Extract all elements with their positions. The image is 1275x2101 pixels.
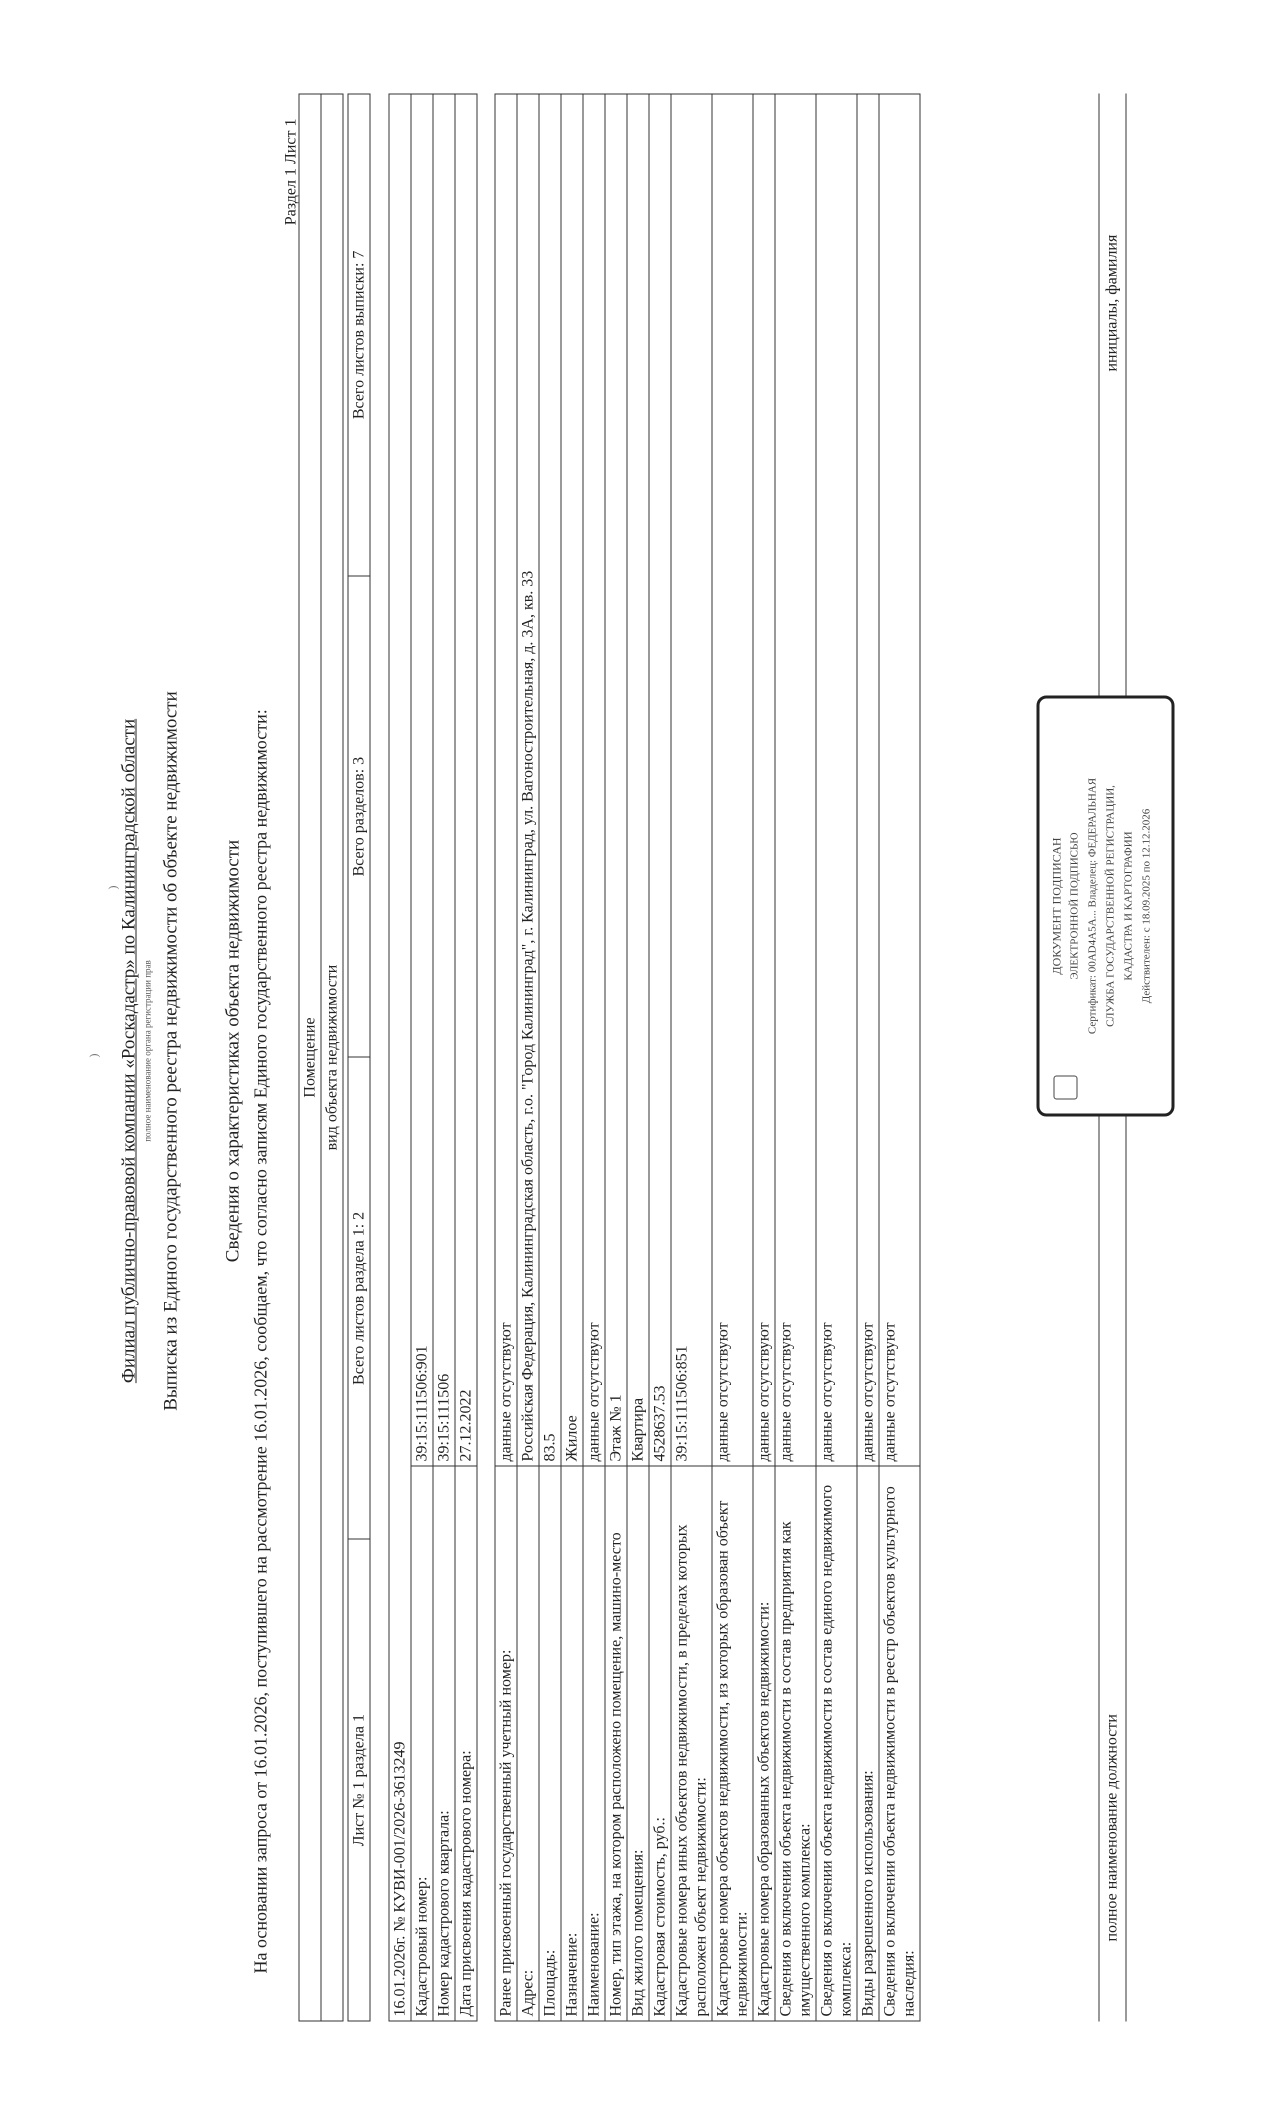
sheets-in-section: Всего листов раздела 1: 2 (348, 1057, 370, 1539)
scan-mark: ) (105, 885, 119, 889)
document-title: Выписка из Единого государственного реестра недвижимости об объекте недвижимости (160, 690, 181, 1411)
table-row (671, 94, 712, 2021)
row-label: Сведения о включении объекта недвижимости в состав предприятия как имущественного комплекса: (775, 1466, 816, 2021)
table-row (649, 94, 671, 2021)
row-value: данные отсутствуют (753, 94, 775, 1466)
row-label: Виды разрешенного использования: (857, 1466, 879, 2021)
row-value: данные отсутствуют (879, 94, 920, 1466)
electronic-signature-stamp (1036, 695, 1174, 1116)
row-value: 39:15:111506:851 (671, 94, 712, 1466)
row-value: 39:15:111506:901 (411, 94, 433, 1466)
row-value: данные отсутствуют (857, 94, 879, 1466)
request-basis: На основании запроса от 16.01.2026, поступившего на рассмотрение 16.01.2026, сообщаем, что согласно записям Единого государственного реестра недвижимости: (250, 708, 270, 1973)
row-value: Этаж № 1 (605, 94, 627, 1466)
sections-total: Всего разделов: 3 (348, 575, 370, 1057)
section-title: Сведения о характеристиках объекта недвижимости (222, 839, 243, 1262)
row-label: Кадастровые номера объектов недвижимости, из которых образован объект недвижимости: (712, 1466, 753, 2021)
table-row (857, 94, 879, 2021)
row-value: данные отсутствуют (495, 94, 517, 1466)
name-caption: инициалы, фамилия (1103, 234, 1120, 371)
table-row (712, 94, 753, 2021)
row-value: данные отсутствуют (816, 94, 857, 1466)
row-value: Российская Федерация, Калининградская область, г.о. "Город Калининград", г. Калининград, ул. Вагоностроительная, д. 3А, кв. 33 (517, 94, 539, 1466)
sheet-number: Лист № 1 раздела 1 (348, 1539, 370, 2021)
table-row (583, 94, 605, 2021)
object-type-caption: вид объекта недвижимости (321, 94, 343, 2021)
row-value: 39:15:111506 (433, 94, 455, 1466)
table-row (627, 94, 649, 2021)
object-type: Помещение (299, 94, 321, 2021)
row-value: Квартира (627, 94, 649, 1466)
identification-table (388, 93, 477, 2021)
stamp-line: ДОКУМЕНТ ПОДПИСАН (1049, 836, 1063, 975)
row-value: 83.5 (539, 94, 561, 1466)
row-label: Ранее присвоенный государственный учетный номер: (495, 1466, 517, 2021)
scan-mark: ) (86, 1053, 100, 1057)
stamp-line: ЭЛЕКТРОННОЙ ПОДПИСЬЮ (1068, 831, 1080, 980)
table-row (605, 94, 627, 2021)
row-label: Наименование: (583, 1466, 605, 2021)
row-label: Назначение: (561, 1466, 583, 2021)
row-value: данные отсутствуют (583, 94, 605, 1466)
row-label: Кадастровый номер: (411, 1466, 433, 2021)
table-row (561, 94, 583, 2021)
table-row (816, 94, 857, 2021)
row-value: данные отсутствуют (712, 94, 753, 1466)
table-row (775, 94, 816, 2021)
row-label: Номер, тип этажа, на котором расположено помещение, машино-место (605, 1466, 627, 2021)
row-label: Кадастровые номера образованных объектов недвижимости: (753, 1466, 775, 2021)
table-row (495, 94, 517, 2021)
org-name-caption: полное наименование органа регистрации прав (142, 959, 152, 1142)
position-caption: полное наименование должности (1103, 1713, 1120, 1941)
row-label: Сведения о включении объекта недвижимости в состав единого недвижимого комплекса: (816, 1466, 857, 2021)
table-row (433, 94, 455, 2021)
row-value: данные отсутствуют (775, 94, 816, 1466)
row-value: 4528637.53 (649, 94, 671, 1466)
stamp-line: Сертификат: 00AD4A5A... Владелец: ФЕДЕРАЛЬНАЯ (1086, 777, 1098, 1034)
table-row (517, 94, 539, 2021)
stamp-line: Действителен: с 18.09.2025 по 12.12.2026 (1140, 808, 1152, 1003)
section-sheet-label: Раздел 1 Лист 1 (282, 118, 299, 225)
table-row (539, 94, 561, 2021)
row-value: Жилое (561, 94, 583, 1466)
row-label: Адрес: (517, 1466, 539, 2021)
object-type-table (298, 93, 370, 2021)
row-label: Сведения о включении объекта недвижимости в реестр объектов культурного наследия: (879, 1466, 920, 2021)
table-spacer (343, 94, 348, 2021)
table-row (411, 94, 433, 2021)
table-row (879, 94, 920, 2021)
row-label: Площадь: (539, 1466, 561, 2021)
characteristics-table (494, 93, 920, 2021)
emblem-icon (1053, 1075, 1077, 1099)
org-name: Филиал публично-правовой компании «Роскадастр» по Калининградской области (118, 718, 139, 1383)
extract-date-number: 16.01.2026г. № КУВИ-001/2026-3613249 (389, 94, 411, 2021)
row-label: Вид жилого помещения: (627, 1466, 649, 2021)
row-label: Дата присвоения кадастрового номера: (455, 1466, 477, 2021)
table-row (753, 94, 775, 2021)
row-label: Кадастровые номера иных объектов недвижимости, в пределах которых расположен объект недвижимости: (671, 1466, 712, 2021)
row-value: 27.12.2022 (455, 94, 477, 1466)
table-row (455, 94, 477, 2021)
row-label: Номер кадастрового квартала: (433, 1466, 455, 2021)
stamp-line: КАДАСТРА И КАРТОГРАФИИ (1122, 830, 1134, 981)
row-label: Кадастровая стоимость, руб.: (649, 1466, 671, 2021)
stamp-line: СЛУЖБА ГОСУДАРСТВЕННОЙ РЕГИСТРАЦИИ, (1104, 784, 1116, 1027)
sheets-total: Всего листов выписки: 7 (348, 94, 370, 576)
